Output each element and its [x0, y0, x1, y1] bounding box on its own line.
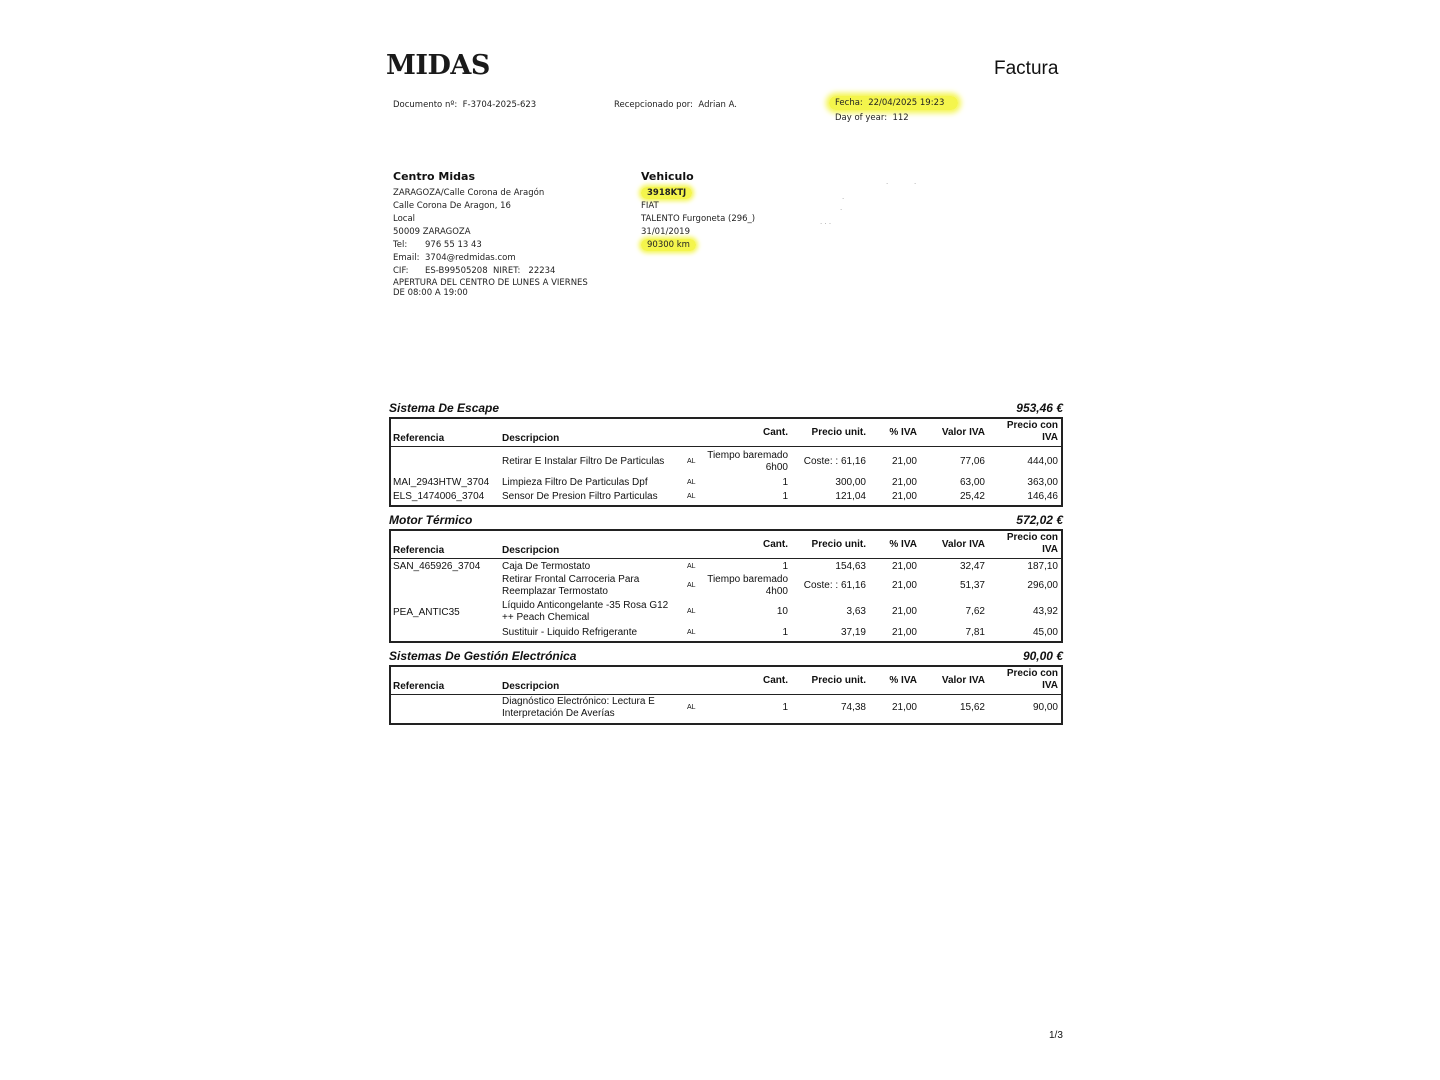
- section-header: [389, 401, 1063, 417]
- row-cant: [777, 606, 788, 618]
- row-descripcion-line: ++ Peach Chemical: [502, 612, 590, 623]
- table-header-row: [391, 667, 1061, 695]
- redacted-mark: · · ·: [820, 220, 832, 228]
- day-of-year: [835, 113, 909, 123]
- section: [389, 649, 1063, 725]
- centro-email: [393, 252, 588, 265]
- row-precio-unit: 3,63: [846, 606, 866, 617]
- col-precio-con-iva: [1007, 668, 1058, 692]
- row-referencia: ELS_1474006_3704: [393, 491, 485, 502]
- table-row: [391, 626, 1061, 640]
- cif-label: CIF:: [393, 266, 409, 276]
- row-iva: 21,00: [891, 456, 917, 467]
- table-row: [391, 490, 1061, 504]
- section: [389, 513, 1063, 643]
- row-iva: 21,00: [891, 477, 917, 488]
- section-table: [389, 417, 1063, 507]
- row-descripcion: [502, 696, 655, 720]
- table-row: [391, 450, 1061, 476]
- row-descripcion-line: Sensor De Presion Filtro Particulas: [502, 491, 658, 502]
- row-al-code: AL: [687, 458, 696, 465]
- day-label: Day of year:: [835, 113, 888, 123]
- col-descripcion: Descripcion: [502, 433, 560, 444]
- centro-line: Local: [393, 214, 416, 224]
- row-descripcion-line: Sustituir - Liquido Refrigerante: [502, 627, 638, 638]
- section-title: Sistemas De Gestión Electrónica: [389, 649, 577, 663]
- fecha-value: 22/04/2025 19:23: [868, 98, 945, 108]
- midas-logo: MIDAS: [386, 50, 490, 81]
- row-cant: [707, 574, 788, 598]
- row-descripcion: [502, 491, 658, 503]
- table-header-row: [391, 419, 1061, 447]
- centro-block: [393, 170, 588, 298]
- col-referencia: Referencia: [393, 433, 445, 444]
- fecha-highlight: [829, 96, 958, 110]
- document-title: Factura: [994, 58, 1059, 79]
- row-precio-unit: 300,00: [835, 477, 866, 488]
- row-precio-unit: Coste: : 61,16: [803, 580, 866, 591]
- vehiculo-title: Vehiculo: [641, 170, 694, 183]
- centro-line: ZARAGOZA/Calle Corona de Aragón: [393, 188, 545, 198]
- fecha: [829, 98, 958, 108]
- row-descripcion: [502, 600, 668, 624]
- table-row: [391, 476, 1061, 490]
- row-cant-line: 6h00: [765, 462, 788, 473]
- row-al-code: AL: [687, 493, 696, 500]
- redacted-mark: ·: [842, 195, 845, 203]
- row-valor-iva: 25,42: [959, 491, 985, 502]
- row-precio-unit: 37,19: [840, 627, 866, 638]
- row-precio-unit: 74,38: [840, 702, 866, 713]
- col-precio-con-iva: [1007, 532, 1058, 556]
- vehiculo-modelo: TALENTO Furgoneta (296_): [641, 214, 756, 224]
- row-precio-con-iva: 363,00: [1027, 477, 1058, 488]
- row-precio-con-iva: 296,00: [1027, 580, 1058, 591]
- row-precio-con-iva: 444,00: [1027, 456, 1058, 467]
- row-iva: 21,00: [891, 580, 917, 591]
- vehiculo-block: [641, 170, 755, 252]
- col-valor-iva: Valor IVA: [941, 675, 985, 686]
- col-valor-iva: Valor IVA: [941, 539, 985, 550]
- col-precio-con-1: Precio con: [1006, 532, 1058, 543]
- row-descripcion: [502, 561, 590, 573]
- col-descripcion: Descripcion: [502, 545, 560, 556]
- row-referencia: MAI_2943HTW_3704: [393, 477, 490, 488]
- section-title: Motor Térmico: [389, 513, 473, 527]
- col-precio-con-1: Precio con: [1006, 420, 1058, 431]
- niret-label: NIRET:: [493, 266, 521, 276]
- row-descripcion: [502, 477, 648, 489]
- table-header-row: [391, 531, 1061, 559]
- row-descripcion: [502, 574, 639, 598]
- centro-horario-1: APERTURA DEL CENTRO DE LUNES A VIERNES: [393, 278, 588, 288]
- centro-line: Calle Corona De Aragon, 16: [393, 201, 511, 211]
- section-title: Sistema De Escape: [389, 401, 500, 415]
- row-referencia: SAN_465926_3704: [393, 561, 481, 572]
- col-precio-con-iva: [1007, 420, 1058, 444]
- row-valor-iva: 63,00: [959, 477, 985, 488]
- row-descripcion: [502, 627, 637, 639]
- row-cant-line: 1: [782, 477, 788, 488]
- row-referencia: PEA_ANTIC35: [393, 607, 460, 618]
- section-total: 953,46 €: [1016, 401, 1063, 415]
- section-header: [389, 649, 1063, 665]
- row-iva: 21,00: [891, 702, 917, 713]
- row-precio-con-iva: 146,46: [1027, 491, 1058, 502]
- day-value: 112: [892, 113, 909, 123]
- col-iva: % IVA: [889, 539, 917, 550]
- row-descripcion-line: Líquido Anticongelante -35 Rosa G12: [502, 600, 669, 611]
- centro-cif: [393, 265, 588, 278]
- row-cant: [782, 477, 788, 489]
- niret-value: 22234: [528, 266, 556, 276]
- row-valor-iva: 77,06: [959, 456, 985, 467]
- centro-title: Centro Midas: [393, 170, 475, 183]
- row-cant-line: 4h00: [765, 586, 788, 597]
- centro-tel: [393, 239, 588, 252]
- cif-value: ES-B99505208: [425, 266, 488, 276]
- row-cant-line: 10: [776, 606, 788, 617]
- col-iva: % IVA: [889, 675, 917, 686]
- col-precio-unit: Precio unit.: [811, 675, 866, 686]
- row-descripcion: [502, 456, 664, 468]
- row-cant: [707, 450, 788, 474]
- row-valor-iva: 7,62: [965, 606, 985, 617]
- vehiculo-matricula: 3918KTJ: [641, 187, 692, 199]
- redacted-mark: ·: [914, 180, 917, 188]
- row-precio-con-iva: 43,92: [1032, 606, 1058, 617]
- row-al-code: AL: [687, 629, 696, 636]
- centro-horario-2: DE 08:00 A 19:00: [393, 288, 468, 298]
- documento-value: F-3704-2025-623: [462, 100, 537, 110]
- row-precio-unit: 121,04: [835, 491, 866, 502]
- row-descripcion-line: Retirar Frontal Carroceria Para: [502, 574, 640, 585]
- section: [389, 401, 1063, 507]
- vehiculo-km: 90300 km: [641, 239, 696, 251]
- col-cant: Cant.: [763, 675, 788, 686]
- row-iva: 21,00: [891, 491, 917, 502]
- col-referencia: Referencia: [393, 681, 445, 692]
- email-label: Email:: [393, 253, 420, 263]
- row-valor-iva: 7,81: [965, 627, 985, 638]
- invoice-sections: [389, 401, 1063, 725]
- row-al-code: AL: [687, 582, 696, 589]
- row-cant: [782, 561, 788, 573]
- recepcionado-value: Adrian A.: [698, 100, 737, 110]
- col-precio-con-2: IVA: [1042, 680, 1058, 691]
- row-al-code: AL: [687, 563, 696, 570]
- col-precio-con-2: IVA: [1042, 544, 1058, 555]
- fecha-label: Fecha:: [835, 98, 863, 108]
- row-precio-con-iva: 45,00: [1032, 627, 1058, 638]
- col-iva: % IVA: [889, 427, 917, 438]
- row-descripcion-line: Reemplazar Termostato: [502, 586, 608, 597]
- col-precio-unit: Precio unit.: [811, 427, 866, 438]
- section-header: [389, 513, 1063, 529]
- row-cant-line: 1: [782, 491, 788, 502]
- col-precio-con-1: Precio con: [1006, 668, 1058, 679]
- row-descripcion-line: Limpieza Filtro De Particulas Dpf: [502, 477, 648, 488]
- section-total: 90,00 €: [1022, 649, 1063, 663]
- section-total: 572,02 €: [1016, 513, 1063, 527]
- row-cant-line: Tiempo baremado: [707, 450, 788, 461]
- redacted-mark: ·: [840, 206, 843, 214]
- centro-line: 50009 ZARAGOZA: [393, 227, 471, 237]
- row-valor-iva: 15,62: [959, 702, 985, 713]
- row-cant-line: 1: [782, 561, 788, 572]
- row-iva: 21,00: [891, 606, 917, 617]
- row-al-code: AL: [687, 704, 696, 711]
- table-row: [391, 574, 1061, 600]
- table-row: [391, 600, 1061, 626]
- row-cant-line: 1: [782, 627, 788, 638]
- documento-number: [393, 100, 536, 110]
- col-referencia: Referencia: [393, 545, 445, 556]
- row-cant: [782, 627, 788, 639]
- row-precio-con-iva: 90,00: [1032, 702, 1058, 713]
- row-al-code: AL: [687, 608, 696, 615]
- col-cant: Cant.: [763, 539, 788, 550]
- vehiculo-marca: FIAT: [641, 201, 659, 211]
- tel-value: 976 55 13 43: [425, 240, 482, 250]
- row-valor-iva: 51,37: [959, 580, 985, 591]
- row-cant-line: 1: [782, 702, 788, 713]
- recepcionado-label: Recepcionado por:: [614, 100, 693, 110]
- row-cant-line: Tiempo baremado: [707, 574, 788, 585]
- row-precio-unit: 154,63: [835, 561, 866, 572]
- row-cant: [782, 491, 788, 503]
- documento-label: Documento nº:: [393, 100, 458, 110]
- col-descripcion: Descripcion: [502, 681, 560, 692]
- row-precio-unit: Coste: : 61,16: [803, 456, 866, 467]
- section-table: [389, 665, 1063, 725]
- row-iva: 21,00: [891, 561, 917, 572]
- table-row: [391, 696, 1061, 722]
- row-iva: 21,00: [891, 627, 917, 638]
- row-valor-iva: 32,47: [959, 561, 985, 572]
- col-precio-con-2: IVA: [1042, 432, 1058, 443]
- col-valor-iva: Valor IVA: [941, 427, 985, 438]
- tel-label: Tel:: [393, 240, 408, 250]
- table-row: [391, 560, 1061, 574]
- row-cant: [782, 702, 788, 714]
- row-descripcion-line: Interpretación De Averías: [502, 708, 615, 719]
- col-precio-unit: Precio unit.: [811, 539, 866, 550]
- vehiculo-fecha: 31/01/2019: [641, 227, 690, 237]
- row-descripcion-line: Diagnóstico Electrónico: Lectura E: [502, 696, 655, 707]
- page-number: 1/3: [1049, 1030, 1063, 1041]
- redacted-mark: ·: [886, 180, 889, 188]
- col-cant: Cant.: [763, 427, 788, 438]
- row-precio-con-iva: 187,10: [1027, 561, 1058, 572]
- section-table: [389, 529, 1063, 643]
- row-descripcion-line: Retirar E Instalar Filtro De Particulas: [502, 456, 665, 467]
- row-descripcion-line: Caja De Termostato: [502, 561, 591, 572]
- recepcionado-por: [614, 100, 737, 110]
- row-al-code: AL: [687, 479, 696, 486]
- email-value: 3704@redmidas.com: [425, 253, 516, 263]
